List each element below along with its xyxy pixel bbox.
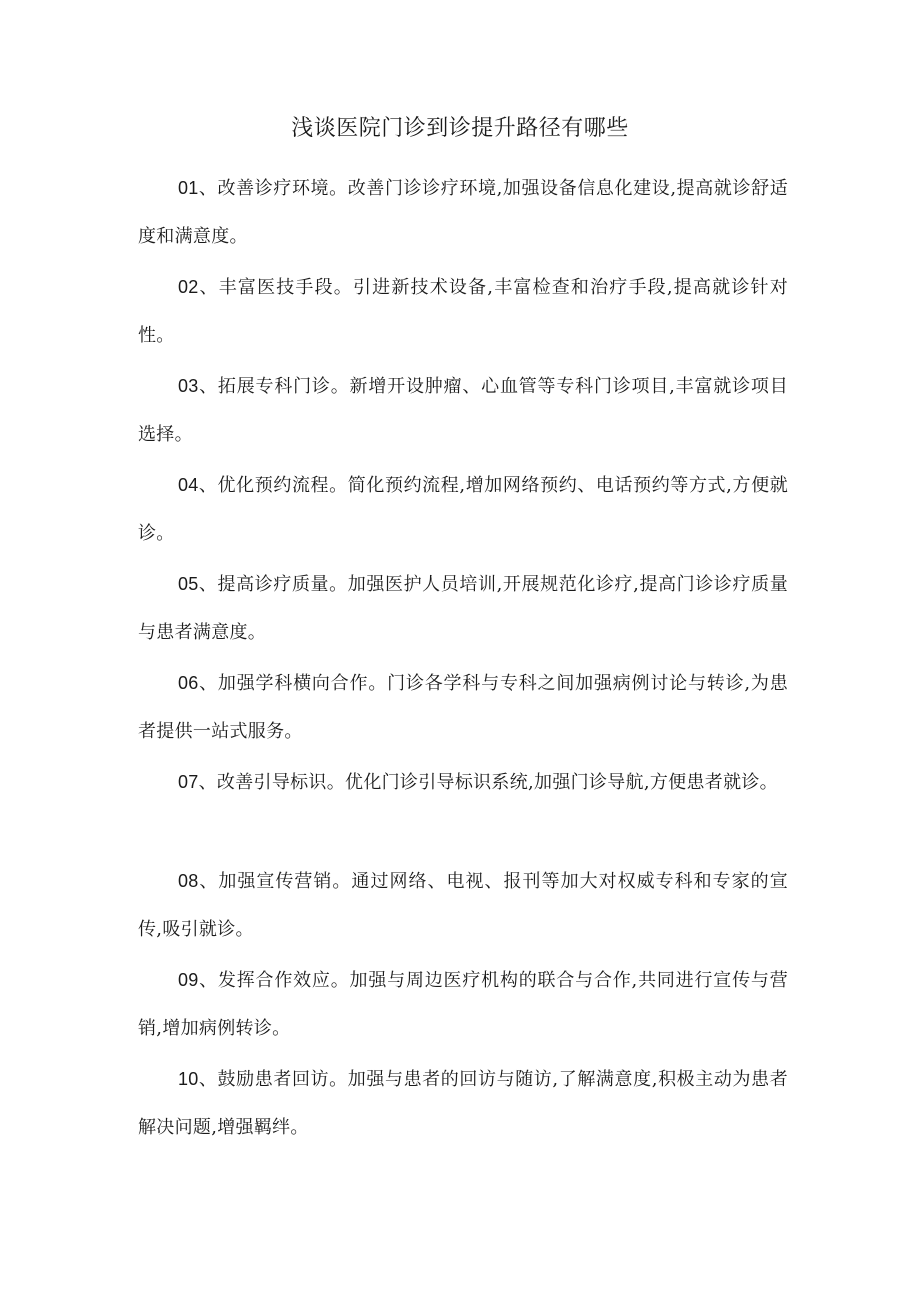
item-text: 、提高诊疗质量。加强医护人员培训,开展规范化诊疗,提高门诊诊疗质量与患者满意度。 <box>138 574 788 643</box>
list-item <box>138 461 788 559</box>
item-text: 、丰富医技手段。引进新技术设备,丰富检查和治疗手段,提高就诊针对性。 <box>138 277 788 346</box>
list-item <box>138 758 788 856</box>
list-item <box>138 362 788 460</box>
list-item <box>138 263 788 361</box>
item-list <box>138 164 788 1154</box>
list-item <box>138 164 788 262</box>
item-text: 、拓展专科门诊。新增开设肿瘤、心血管等专科门诊项目,丰富就诊项目选择。 <box>138 376 788 445</box>
item-text: 、优化预约流程。简化预约流程,增加网络预约、电话预约等方式,方便就诊。 <box>138 475 788 544</box>
item-number: 10 <box>178 1069 199 1089</box>
item-number: 07 <box>178 772 199 792</box>
item-text: 、改善引导标识。优化门诊引导标识系统,加强门诊导航,方便患者就诊。 <box>198 772 778 793</box>
item-number: 09 <box>178 970 199 990</box>
item-text: 、加强学科横向合作。门诊各学科与专科之间加强病例讨论与转诊,为患者提供一站式服务。 <box>138 673 788 742</box>
item-number: 03 <box>178 376 199 396</box>
item-number: 05 <box>178 574 199 594</box>
item-number: 01 <box>178 178 199 198</box>
list-item <box>138 956 788 1054</box>
item-number: 02 <box>178 277 199 297</box>
document-title: 浅谈医院门诊到诊提升路径有哪些 <box>291 116 629 141</box>
list-item <box>138 659 788 757</box>
item-text: 、改善诊疗环境。改善门诊诊疗环境,加强设备信息化建设,提高就诊舒适度和满意度。 <box>138 178 788 247</box>
list-item <box>138 1055 788 1153</box>
item-number: 04 <box>178 475 199 495</box>
item-number: 08 <box>178 871 199 891</box>
item-text: 、发挥合作效应。加强与周边医疗机构的联合与合作,共同进行宣传与营销,增加病例转诊。 <box>138 970 788 1039</box>
item-text: 、加强宣传营销。通过网络、电视、报刊等加大对权威专科和专家的宣传,吸引就诊。 <box>138 871 788 940</box>
list-item <box>138 857 788 955</box>
item-text: 、鼓励患者回访。加强与患者的回访与随访,了解满意度,积极主动为患者解决问题,增强羁绊。 <box>138 1069 788 1138</box>
item-number: 06 <box>178 673 199 693</box>
list-item <box>138 560 788 658</box>
